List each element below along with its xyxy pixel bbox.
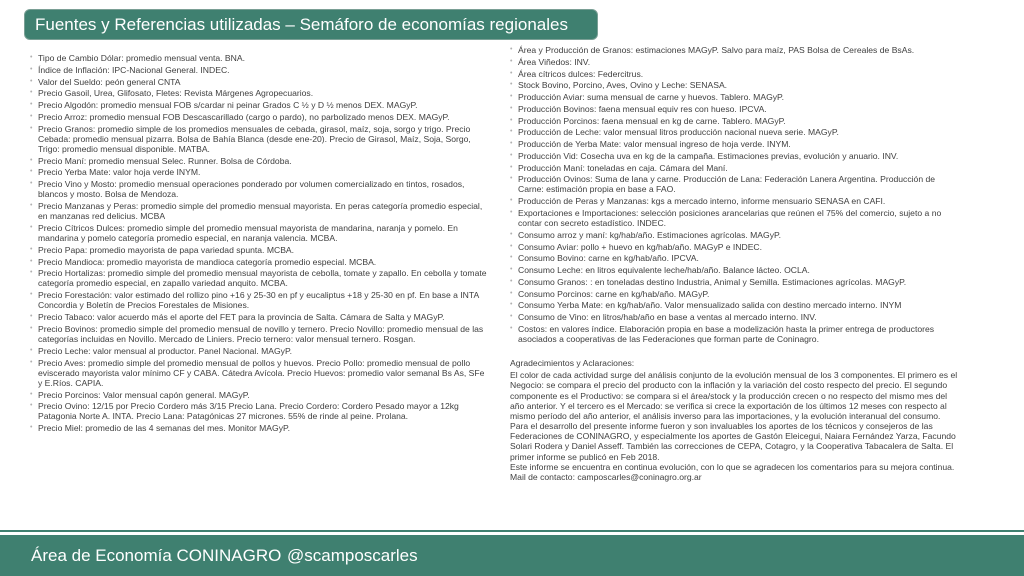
list-item: • Precio Vino y Mosto: promedio mensual operaciones ponderado por volumen comercializado en tintos, rosados, blancos y mosto. Bolsa de Mendoza. bbox=[30, 179, 490, 199]
footer-handle: @scamposcarles bbox=[287, 546, 418, 565]
list-item: • Consumo de Vino: en litros/hab/año en base a ventas al mercado interno. INV. bbox=[510, 312, 962, 322]
acknowledgements-title: Agradecimientos y Aclaraciones: bbox=[510, 358, 635, 369]
list-item: • Precio Manzanas y Peras: promedio simple del promedio mensual mayorista. En peras categoría promedio especial, en manzanas red delicius. MCBA bbox=[30, 201, 490, 221]
list-item: • Precio Mandioca: promedio mayorista de mandioca categoría promedio especial. MCBA. bbox=[30, 257, 490, 267]
list-item: • Precio Cítricos Dulces: promedio simple del promedio mensual mayorista de mandarina, naranja y pomelo. En mandarina y pomelo categoría promedio especial, en naranja valencia. MCBA. bbox=[30, 223, 490, 243]
list-item: • Costos: en valores índice. Elaboración propia en base a modelización hasta la primer entrega de productores asociados a cooperativas de las Federaciones que forman parte de Coninagro. bbox=[510, 324, 962, 344]
list-item: • Precio Algodón: promedio mensual FOB s/cardar ni peinar Grados C ½ y D ½ menos DEX. MAGyP. bbox=[30, 100, 490, 110]
slide-title: Fuentes y Referencias utilizadas – Semáforo de economías regionales bbox=[24, 9, 598, 40]
list-item: • Consumo Bovino: carne en kg/hab/año. IPCVA. bbox=[510, 253, 962, 263]
list-item: • Producción Ovinos: Suma de lana y carne. Producción de Lana: Federación Lanera Argentina. Producción de Carne: estimación propia en base a FAO. bbox=[510, 174, 962, 194]
list-item: • Precio Arroz: promedio mensual FOB Descascarillado (cargo o pardo), no parbolizado menos DEX. MAGyP. bbox=[30, 112, 490, 122]
list-item: • Valor del Sueldo: peón general CNTA bbox=[30, 77, 490, 87]
list-item: • Producción Aviar: suma mensual de carne y huevos. Tablero. MAGyP. bbox=[510, 92, 962, 102]
acknowledgements-paragraph: El color de cada actividad surge del análisis conjunto de la evolución mensual de los 3 componentes. El primero es el Negocio: se compara el precio del producto con la inflación y la variación del costo respecto del precio. El segundo componente es el Productivo: se compara si el área/stock y la producción crecen o no respecto del mismo mes del año anterior. Y el tercero es el Mercado: se verifica si crece la exportación de los últimos 12 meses con respecto al mismo período del año anterior, el análisis inverso para las importaciones, y la evolución interanual del consumo. bbox=[510, 370, 958, 421]
list-item: • Precio Tabaco: valor acuerdo más el aporte del FET para la provincia de Salta. Cámara de Salta y MAGyP. bbox=[30, 312, 490, 322]
right-sources-list bbox=[510, 45, 962, 344]
list-item: • Producción Porcinos: faena mensual en kg de carne. Tablero. MAGyP. bbox=[510, 116, 962, 126]
list-item: • Producción de Yerba Mate: valor mensual ingreso de hoja verde. INYM. bbox=[510, 139, 962, 149]
footer-area-label: Área de Economía CONINAGRO bbox=[31, 546, 282, 565]
list-item: • Consumo Leche: en litros equivalente leche/hab/año. Balance lácteo. OCLA. bbox=[510, 265, 962, 275]
list-item: • Consumo Aviar: pollo + huevo en kg/hab/año. MAGyP e INDEC. bbox=[510, 242, 962, 252]
list-item: • Consumo Yerba Mate: en kg/hab/año. Valor mensualizado salida con destino mercado interno. INYM bbox=[510, 300, 962, 310]
list-item: • Precio Papa: promedio mayorista de papa variedad spunta. MCBA. bbox=[30, 245, 490, 255]
list-item: • Tipo de Cambio Dólar: promedio mensual venta. BNA. bbox=[30, 53, 490, 63]
list-item: • Área Viñedos: INV. bbox=[510, 57, 962, 67]
list-item: • Producción de Peras y Manzanas: kgs a mercado interno, informe mensuario SENASA en CAFI. bbox=[510, 196, 962, 206]
list-item: • Precio Leche: valor mensual al productor. Panel Nacional. MAGyP. bbox=[30, 346, 490, 356]
list-item: • Índice de Inflación: IPC-Nacional General. INDEC. bbox=[30, 65, 490, 75]
list-item: • Precio Granos: promedio simple de los promedios mensuales de cebada, girasol, maíz, soja, sorgo y trigo. Precio Cebada: promedio mensual pizarra. Bolsa de Bahía Blanca (desde ene-20). Precio de Girasol, Maíz, Soja, Sorgo, Trigo: promedio mensual disponible. MATBA. bbox=[30, 124, 490, 154]
list-item: • Área cítricos dulces: Federcitrus. bbox=[510, 69, 962, 79]
left-sources-column bbox=[30, 53, 490, 435]
left-sources-list bbox=[30, 53, 490, 433]
right-sources-column bbox=[510, 45, 962, 482]
list-item: • Stock Bovino, Porcino, Aves, Ovino y Leche: SENASA. bbox=[510, 80, 962, 90]
list-item: • Área y Producción de Granos: estimaciones MAGyP. Salvo para maíz, PAS Bolsa de Cereales de BsAs. bbox=[510, 45, 962, 55]
footer-bar bbox=[0, 535, 1024, 576]
list-item: • Precio Miel: promedio de las 4 semanas del mes. Monitor MAGyP. bbox=[30, 423, 490, 433]
list-item: • Precio Aves: promedio simple del promedio mensual de pollos y huevos. Precio Pollo: promedio mensual de pollo eviscerado mayorista valor mínimo CF y CABA. Cátedra Avícola. Precio Huevos: promedio valor semanal Bs As, SFe y E.Ríos. CAPIA. bbox=[30, 358, 490, 388]
list-item: • Precio Gasoil, Urea, Glifosato, Fletes: Revista Márgenes Agropecuarios. bbox=[30, 88, 490, 98]
list-item: • Precio Porcinos: Valor mensual capón general. MAGyP. bbox=[30, 390, 490, 400]
list-item: • Precio Ovino: 12/15 por Precio Cordero más 3/15 Precio Lana. Precio Cordero: Cordero Pesado mayor a 12kg Patagonia Norte A. INTA. Precio Lana: Patagónicas 27 micrones. 55% de rinde al peine. Prolana. bbox=[30, 401, 490, 421]
list-item: • Consumo arroz y maní: kg/hab/año. Estimaciones agrícolas. MAGyP. bbox=[510, 230, 962, 240]
list-item: • Consumo Granos: : en toneladas destino Industria, Animal y Semilla. Estimaciones agrícolas. MAGyP. bbox=[510, 277, 962, 287]
list-item: • Precio Yerba Mate: valor hoja verde INYM. bbox=[30, 167, 490, 177]
list-item: • Producción Bovinos: faena mensual equiv res con hueso. IPCVA. bbox=[510, 104, 962, 114]
list-item: • Producción Vid: Cosecha uva en kg de la campaña. Estimaciones previas, evolución y anuario. INV. bbox=[510, 151, 962, 161]
list-item: • Exportaciones e Importaciones: selección posiciones arancelarias que reúnen el 75% del comercio, sujeto a no contar con secreto estadístico. INDEC. bbox=[510, 208, 962, 228]
footer-divider bbox=[0, 530, 1024, 532]
list-item: • Precio Hortalizas: promedio simple del promedio mensual mayorista de cebolla, tomate y zapallo. En cebolla y tomate categoría promedio especial, en zapallo variedad anquito. MCBA. bbox=[30, 268, 490, 288]
acknowledgements-paragraph: Este informe se encuentra en continua evolución, con lo que se agradecen los comentarios para su mejora continua. Mail de contacto: camposcarles@coninagro.org.ar bbox=[510, 461, 955, 482]
list-item: • Precio Maní: promedio mensual Selec. Runner. Bolsa de Córdoba. bbox=[30, 156, 490, 166]
acknowledgements-paragraph: Para el desarrollo del presente informe fueron y son invaluables los aportes de los técnicos y consejeros de las Federaciones de CONINAGRO, y especialmente los aportes de Gastón Eleicegui, Naiara Fernández Yarza, Facundo Solari Rodera y Daniel Asseff. También las correcciones de CEPA, Cotagro, y la Cooperativa Tabacalera de Salta. El primer informe se publicó en Feb 2018. bbox=[510, 421, 956, 462]
list-item: • Consumo Porcinos: carne en kg/hab/año. MAGyP. bbox=[510, 289, 962, 299]
acknowledgements-section bbox=[510, 358, 962, 482]
list-item: • Producción Maní: toneladas en caja. Cámara del Maní. bbox=[510, 163, 962, 173]
list-item: • Producción de Leche: valor mensual litros producción nacional nueva serie. MAGyP. bbox=[510, 127, 962, 137]
list-item: • Precio Bovinos: promedio simple del promedio mensual de novillo y ternero. Precio Novillo: promedio mensual de las categorías incluidas en Novillo. Mercado de Liniers. Precio ternero: valor mensual ternero. Rosgan. bbox=[30, 324, 490, 344]
list-item: • Precio Forestación: valor estimado del rollizo pino +16 y 25-30 en pf y eucaliptus +18 y 25-30 en pf. En base a INTA Concordia y Boletín de Precios Forestales de Misiones. bbox=[30, 290, 490, 310]
